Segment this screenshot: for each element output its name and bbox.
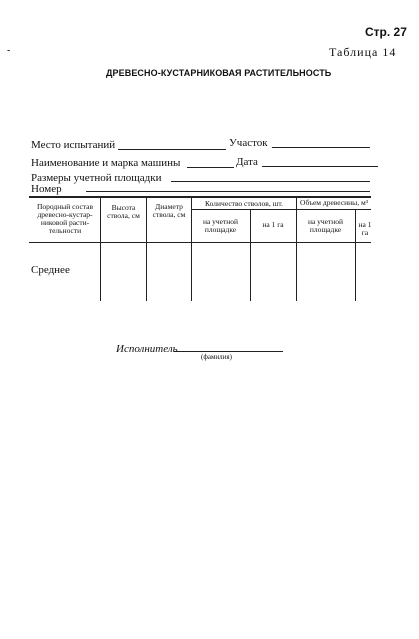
header-species: Породный состав древесно-кустар-никовой расти-тельности (36, 202, 94, 235)
number-field[interactable] (86, 191, 370, 192)
header-count-plot: на учетной площадке (202, 217, 239, 234)
average-row-label: Среднее (31, 264, 70, 276)
machine-field[interactable] (187, 167, 234, 168)
margin-mark: - (7, 45, 11, 56)
executor-label: Исполнитель (116, 343, 178, 355)
header-wood-volume: Объем древесины, м³ (300, 198, 368, 207)
number-label: Номер (31, 183, 62, 195)
test-site-label: Место испытаний (31, 139, 116, 151)
document-title: ДРЕВЕСНО-КУСТАРНИКОВАЯ РАСТИТЕЛЬНОСТЬ (106, 68, 332, 78)
header-height: Высота ствола, см (107, 203, 140, 220)
date-field[interactable] (262, 166, 378, 167)
date-label: Дата (236, 156, 258, 168)
section-field[interactable] (272, 147, 370, 148)
section-label: Участок (229, 137, 268, 149)
surname-caption: (фамилия) (201, 353, 232, 361)
col-divider-3 (191, 197, 192, 301)
table-label: Таблица 14 (329, 45, 397, 59)
page-number: Стр. 27 (365, 25, 407, 39)
header-volume-plot: на учетной площадке (307, 217, 344, 234)
header-bottom-border (29, 242, 371, 243)
header-diameter: Диаметр ствола, см (152, 202, 186, 219)
header-volume-ha: на 1 га (358, 220, 372, 237)
header-stem-count: Количество стволов, шт. (205, 199, 283, 208)
plot-size-label: Размеры учетной площадки (31, 172, 162, 184)
test-site-field[interactable] (118, 149, 226, 150)
plot-size-field[interactable] (171, 181, 370, 182)
group-header-divider (191, 209, 371, 210)
executor-field[interactable] (174, 351, 283, 352)
col-divider-5 (296, 197, 297, 301)
header-count-ha: на 1 га (262, 220, 284, 229)
col-divider-2 (146, 197, 147, 301)
machine-label: Наименование и марка машины (31, 157, 181, 169)
col-divider-1 (100, 197, 101, 301)
